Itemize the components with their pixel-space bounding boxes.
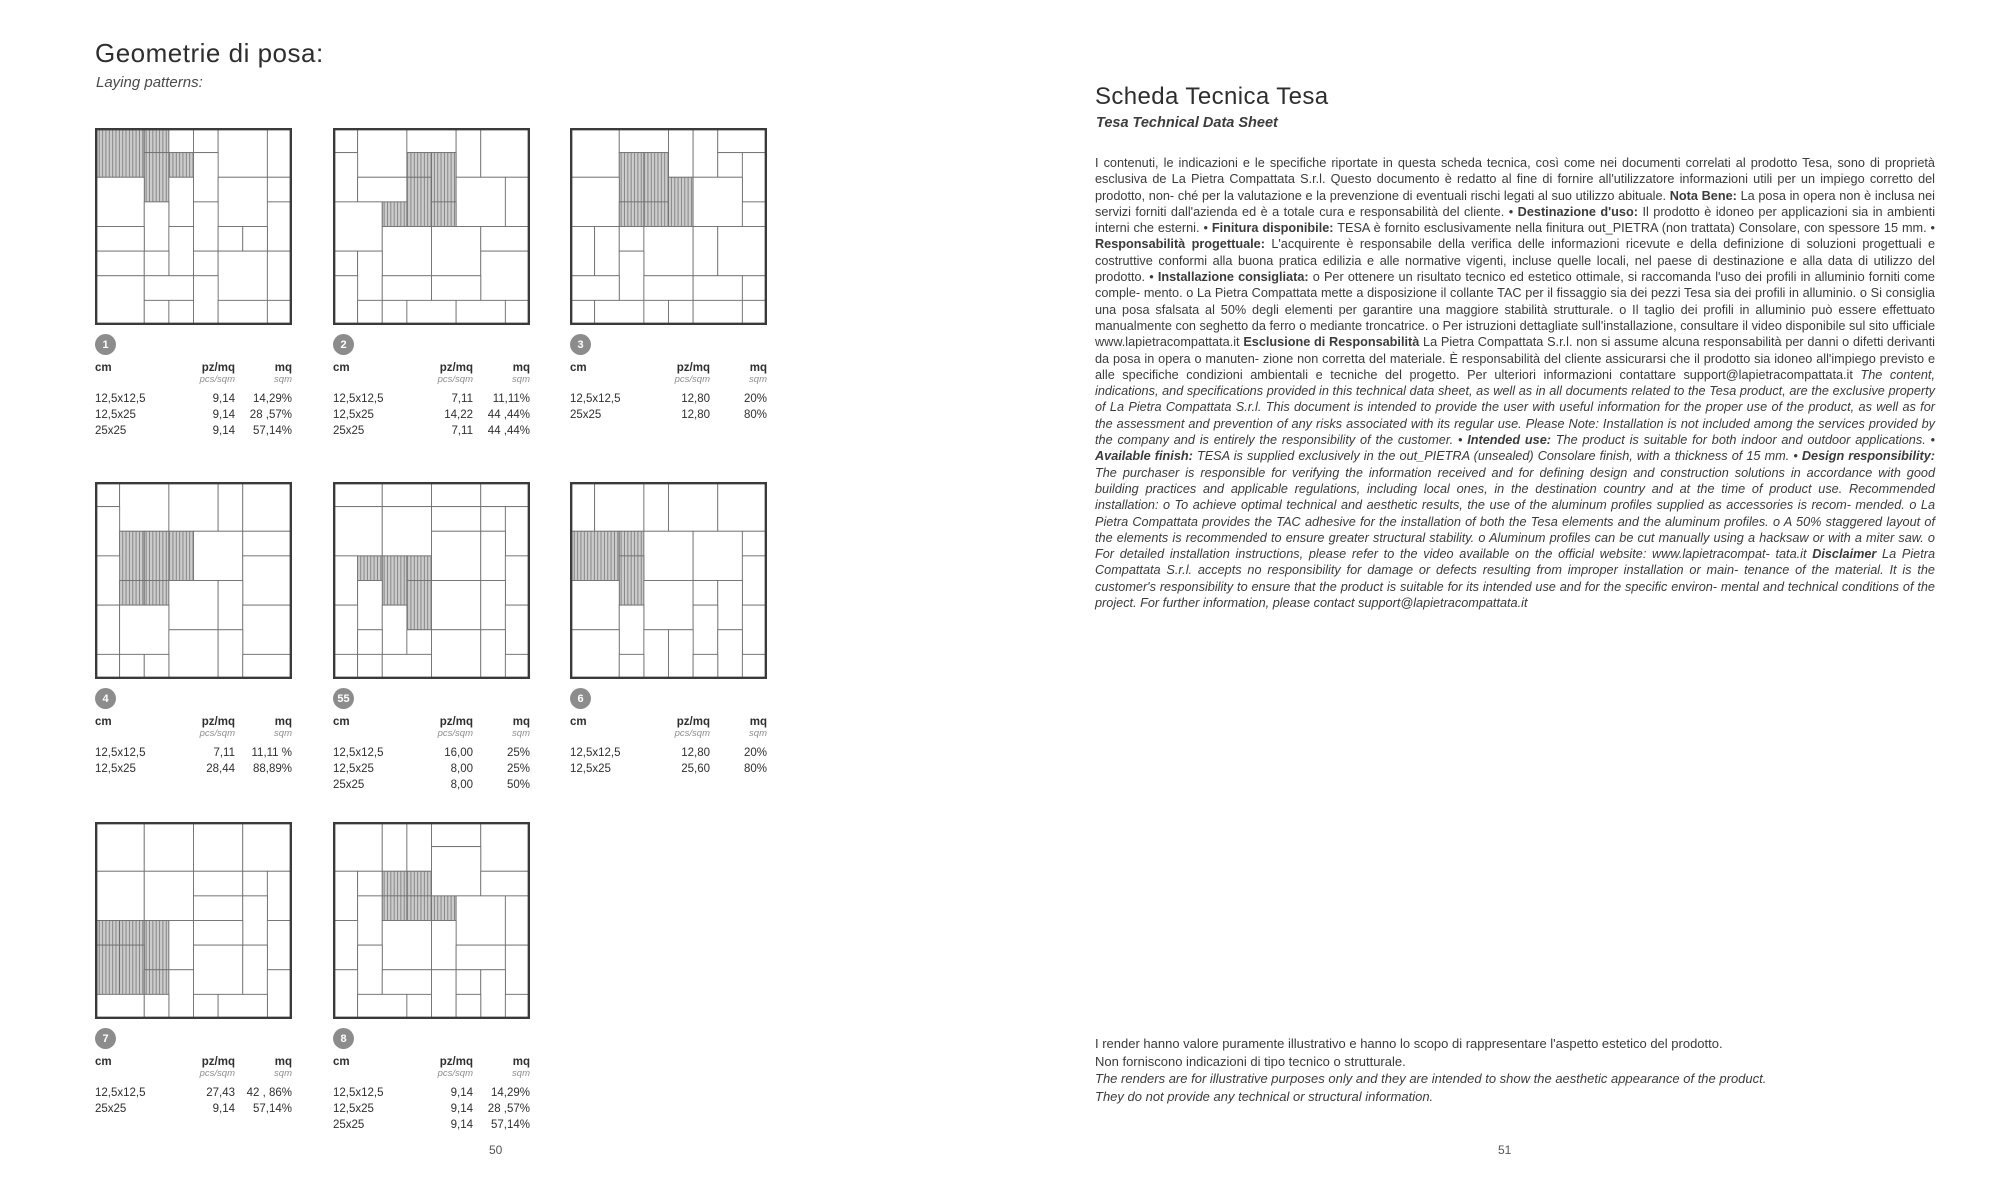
text-segment: L'acquirente è responsabile della verifica delle informazioni ricevute e della definizione di soluzioni progettuali e costruttive conformi alla buona pratica edilizia e alle normative vigenti, incluse quelle locali, nel paese di destinazione e alla data di utilizzo del prodotto. • [1095,237,1935,285]
text-segment: Disclaimer [1812,547,1877,562]
render-disclaimer-note [1095,1035,1935,1105]
pattern-table [333,1054,530,1133]
laying-patterns-title: Geometrie di posa: [95,38,324,68]
pattern-table-row: 12,5x25 9,14 28 ,57% [95,409,292,421]
text-segment: The product is suitable for both indoor and outdoor applications. • [1550,433,1935,448]
text-segment: Destinazione d'uso: [1517,204,1638,219]
pattern-table [95,714,292,777]
pattern-number-badge: 2 [333,334,354,355]
text-segment: La Pietra Compattata S.r.l. accepts no responsibility for damage or defects resulting from improper installation or main- tenance of the material. It is the customer's responsibility to ensure that the product is suitable for its intended use and for the specific environ- mental and technical conditions of the project. For further information, please contact support@lapietracompattata.it [1095,547,1935,611]
text-segment: Finitura disponibile: [1211,221,1334,236]
text-segment: The content, indications, and specifications provided in this technical data sheet, as well as in all documents related to the Tesa product, are the exclusive property of La Pietra Compattata S.r.l. This document is intended to provide the user with useful information for the proper use of the product, as well as for the assessment and prevention of any risks associated with its regular use. Please Note: Installation is not included among the services provided by the company and is entirely the responsibility of the customer. • [1095,367,1935,448]
tile-pattern-diagram [333,482,530,679]
pattern-number-badge: 3 [570,334,591,355]
pattern-table [333,360,530,439]
laying-pattern-block-8 [333,822,530,1133]
text-segment: Responsabilità progettuale: [1095,237,1265,252]
pattern-table-header: cm pz/mq pcs/sqm mq sqm [570,362,767,385]
text-segment: They do not provide any technical or structural information. [1095,1088,1434,1104]
pattern-table-row: 12,5x12,5 9,14 14,29% [95,393,292,405]
tile-pattern-diagram [95,822,292,1019]
pattern-number-badge: 55 [333,688,354,709]
laying-patterns-subtitle: Laying patterns: [96,74,203,91]
tile-pattern-diagram [95,128,292,325]
laying-pattern-block-5 [333,482,530,793]
text-segment: Nota Bene: [1669,188,1737,203]
text-segment: Available finish: [1095,449,1193,464]
pattern-table-row: 12,5x25 25,60 80% [570,763,767,775]
text-segment: Installazione consigliata: [1157,270,1309,285]
page-number-left: 50 [489,1143,503,1157]
text-segment: TESA è fornito esclusivamente nella finitura out_PIETRA (non trattata) Consolare, con spessore 15 mm. • [1333,221,1936,236]
pattern-table-row: 12,5x25 8,00 25% [333,763,530,775]
text-segment: I render hanno valore puramente illustrativo e hanno lo scopo di rappresentare l'aspetto estetico del prodotto. [1095,1036,1723,1051]
laying-pattern-block-1 [95,128,292,439]
pattern-table-row: 25x25 12,80 80% [570,409,767,421]
pattern-table [95,360,292,439]
text-segment: o Per ottenere un risultato tecnico ed estetico ottimale, si raccomanda l'uso dei profili in alluminio forniti come comple- mento. o La Pietra Compattata mette a disposizione il collante TAC per il fissaggio sia dei pezzi Tesa sia dei profili in alluminio. o Si consiglia una posa sfalsata al 50% degli elementi per garantire una maggiore stabilità strutturale. o Il taglio dei profili in alluminio può essere effettuato manualmente con seghetto da ferro o mediante troncatrice. o Per istruzioni dettagliate sull'installazione, consultare il video disponibile sul sito ufficiale www.lapietracompattata.it [1095,270,1935,350]
pattern-table-header: cm pz/mq pcs/sqm mq sqm [95,1056,292,1079]
text-segment: La Pietra Compattata S.r.l. non si assume alcuna responsabilità per danni o difetti derivanti da posa in opera o manuten- zione non corretta del materiale. È responsabilità del cliente assicurarsi che il prodotto sia idoneo all'impiego previsto e alle specifiche condizioni ambientali e tecniche del progetto. Per ulteriori informazioni contattare support@lapietracompattata.it [1095,335,1935,382]
pattern-table-header: cm pz/mq pcs/sqm mq sqm [333,362,530,385]
pattern-table-header: cm pz/mq pcs/sqm mq sqm [333,716,530,739]
text-segment: La posa in opera non è inclusa nei servizi forniti dall'azienda ed è a totale cura e responsabilità del cliente. • [1095,188,1935,219]
pattern-table-row: 12,5x12,5 12,80 20% [570,747,767,759]
pattern-table-row: 25x25 7,11 44 ,44% [333,425,530,437]
text-segment: The purchaser is responsible for verifying the information received and for defining design and construction solutions in accordance with good building practices and applicable regulations, including local ones, in the destination country and at the time of product use. Recommended installation: o To achieve optimal technical and aesthetic results, the use of the aluminum profiles supplied as accessories is recom- mended. o La Pietra Compattata provides the TAC adhesive for the installation of both the Tesa elements and the aluminum profiles. o A 50% staggered layout of the elements is recommended to ensure greater structural stability. o Aluminum profiles can be cut manually using a hacksaw or with a miter saw. o For detailed installation instructions, please refer to the video available on the official website: www.lapietracompat- tata.it [1095,465,1935,562]
laying-pattern-block-6 [570,482,767,777]
pattern-table-header: cm pz/mq pcs/sqm mq sqm [95,362,292,385]
tile-pattern-diagram [570,482,767,679]
tech-sheet-body [1095,155,1935,611]
pattern-table-row: 25x25 8,00 50% [333,779,530,791]
pattern-table [570,714,767,777]
pattern-table-header: cm pz/mq pcs/sqm mq sqm [570,716,767,739]
text-segment: Il prodotto è idoneo per applicazioni sia in ambienti interni che esterni. • [1095,204,1936,236]
pattern-table [570,360,767,423]
pattern-number-badge: 8 [333,1028,354,1049]
laying-pattern-block-2 [333,128,530,439]
pattern-number-badge: 7 [95,1028,116,1049]
laying-pattern-block-3 [570,128,767,423]
text-segment: Design responsibility: [1801,449,1936,464]
laying-pattern-block-4 [95,482,292,777]
pattern-table-header: cm pz/mq pcs/sqm mq sqm [333,1056,530,1079]
text-segment: The renders are for illustrative purposes only and they are intended to show the aesthetic appearance of the product. [1095,1071,1767,1086]
pattern-number-badge: 4 [95,688,116,709]
tile-pattern-diagram [333,822,530,1019]
pattern-table [333,714,530,793]
tech-sheet-title: Scheda Tecnica Tesa [1095,83,1329,110]
pattern-table-row: 25x25 9,14 57,14% [333,1119,530,1131]
pattern-table-row: 12,5x12,5 7,11 11,11% [333,393,530,405]
tile-pattern-diagram [333,128,530,325]
pattern-table-row: 12,5x25 14,22 44 ,44% [333,409,530,421]
pattern-table-row: 25x25 9,14 57,14% [95,1103,292,1115]
pattern-number-badge: 1 [95,334,116,355]
tile-pattern-diagram [95,482,292,679]
pattern-table-row: 25x25 9,14 57,14% [95,425,292,437]
pattern-table-row: 12,5x25 28,44 88,89% [95,763,292,775]
text-segment: Esclusione di Responsabilità [1243,335,1420,350]
pattern-table-row: 12,5x12,5 7,11 11,11 % [95,747,292,759]
pattern-table-row: 12,5x12,5 9,14 14,29% [333,1087,530,1099]
text-segment: Non forniscono indicazioni di tipo tecnico o strutturale. [1095,1053,1406,1069]
laying-pattern-block-7 [95,822,292,1117]
pattern-number-badge: 6 [570,688,591,709]
page-number-right: 51 [1498,1143,1512,1157]
pattern-table-row: 12,5x12,5 27,43 42 , 86% [95,1087,292,1099]
text-segment: I contenuti, le indicazioni e le specifiche riportate in questa scheda tecnica, così come nei documenti correlati al prodotto Tesa, sono di proprietà esclusiva de La Pietra Compattata S.r.l. Questo documento è redatto al fine di fornire all'utilizzatore informazioni utili per un impiego corretto del prodotto, non- ché per la valutazione e la prevenzione di eventuali rischi legati al suo utilizzo abituale. [1095,156,1935,203]
pattern-table-row: 12,5x12,5 12,80 20% [570,393,767,405]
pattern-table-row: 12,5x25 9,14 28 ,57% [333,1103,530,1115]
pattern-table [95,1054,292,1117]
text-segment: Intended use: [1467,433,1551,448]
text-segment: TESA is supplied exclusively in the out_PIETRA (unsealed) Consolare finish, with a thickness of 15 mm. • [1192,449,1802,464]
tech-sheet-subtitle: Tesa Technical Data Sheet [1096,115,1278,131]
pattern-table-header: cm pz/mq pcs/sqm mq sqm [95,716,292,739]
tile-pattern-diagram [570,128,767,325]
pattern-table-row: 12,5x12,5 16,00 25% [333,747,530,759]
